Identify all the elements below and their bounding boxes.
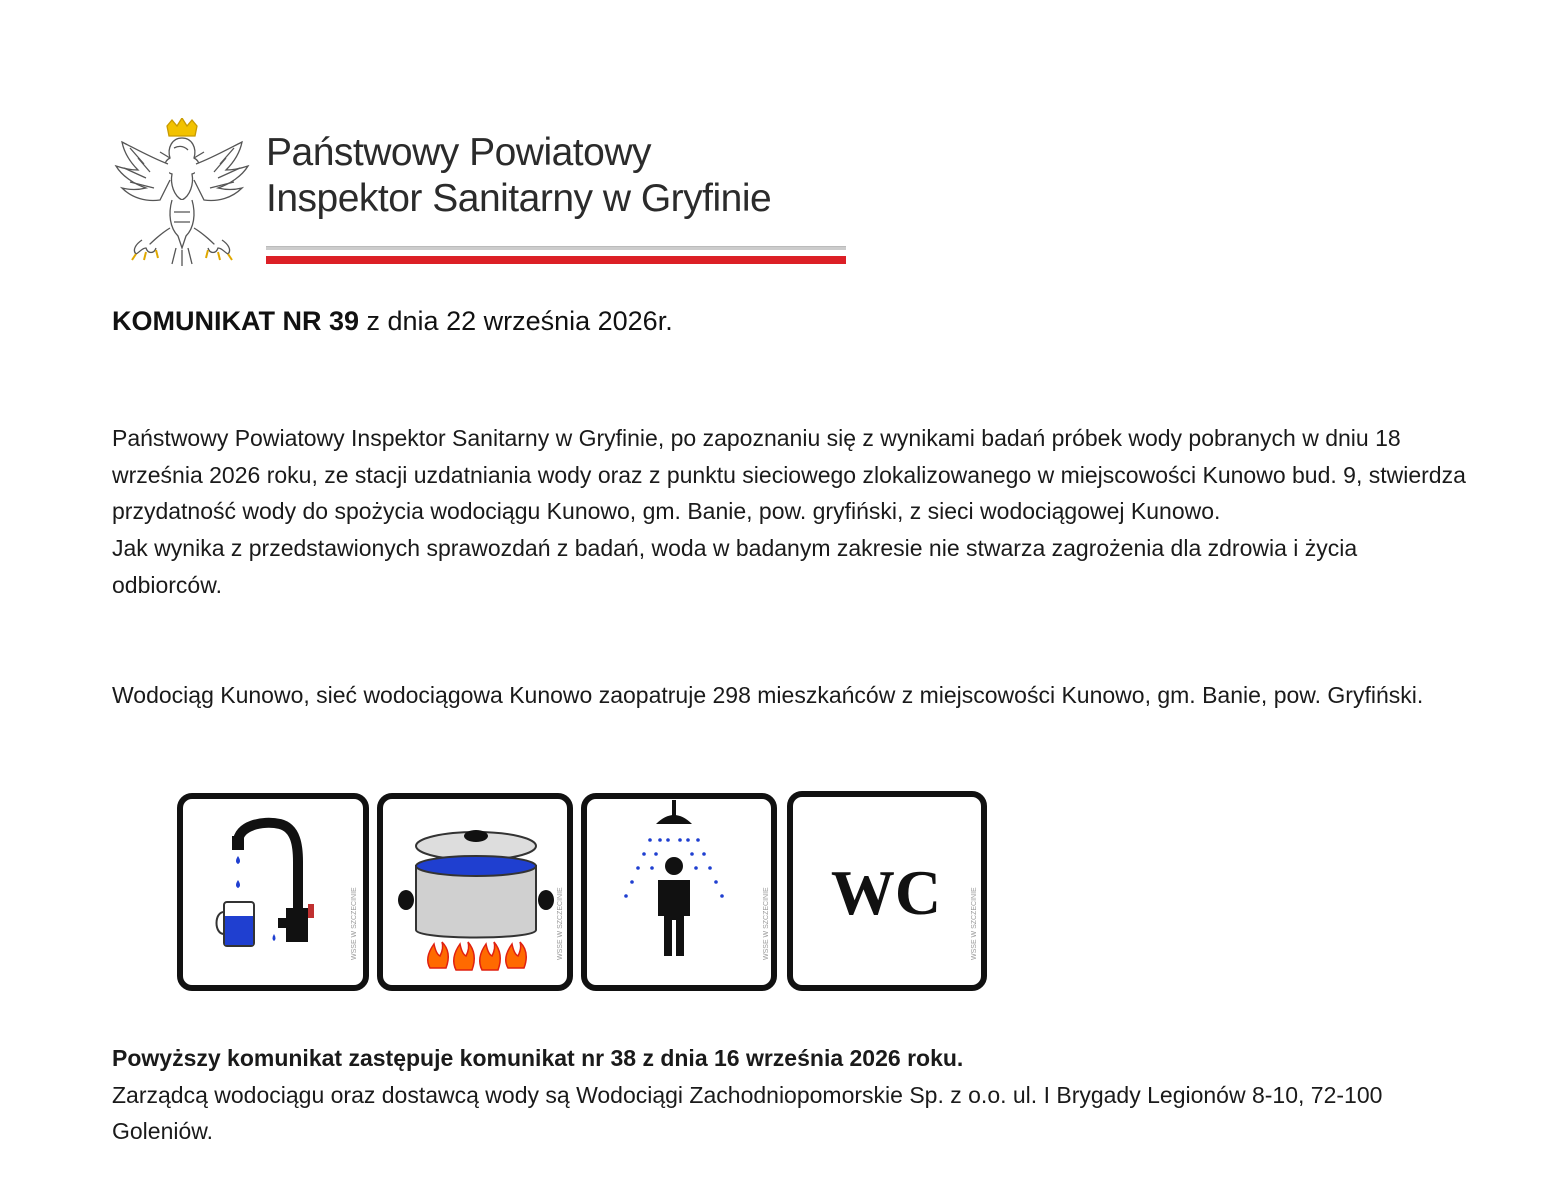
cooking-pot-icon — [376, 790, 576, 994]
replacement-notice: Powyższy komunikat zastępuje komunikat nr 38 z dnia 16 września 2026 roku. — [112, 1045, 964, 1071]
body-paragraph-3 — [112, 1040, 1472, 1150]
page-title — [112, 306, 673, 337]
body-paragraph-2: Wodociąg Kunowo, sieć wodociągowa Kunowo zaopatruje 298 mieszkańców z miejscowości Kunowo, gm. Banie, pow. Gryfiński. — [112, 682, 1424, 708]
announcement-date: z dnia 22 września 2026r. — [359, 306, 673, 336]
body-text-conclusion: Jak wynika z przedstawionych sprawozdań z badań, woda w badanym zakresie nie stwarza zagrożenia dla zdrowia i życia odbiorców. — [112, 535, 1358, 598]
wc-label: WC — [830, 857, 942, 928]
organization-name-line1: Państwowy Powiatowy — [266, 131, 651, 174]
flag-white-stripe — [266, 246, 846, 250]
water-usage-icons — [176, 790, 996, 1000]
watermark-text: WSSE W SZCZECINIE — [971, 887, 978, 960]
supplier-info: Zarządcą wodociągu oraz dostawcą wody są Wodociągi Zachodniopomorskie Sp. z o.o. ul. I Brygady Legionów 8-10, 72-100 Goleniów. — [112, 1081, 1383, 1145]
shower-icon — [580, 790, 780, 994]
page-header — [112, 118, 852, 268]
body-text-assessment: Państwowy Powiatowy Inspektor Sanitarny w Gryfinie, po zapoznaniu się z wynikami badań próbek wody pobranych w dniu 18 września 2026 roku, ze stacji uzdatniania wody oraz z punktu sieciowego zlokalizowanego w miejscowości Kunowo bud. 9, stwierdza przydatność wody do spożycia wodociągu Kunowo, gm. Banie, pow. gryfiński, z sieci wodociągowej Kunowo. — [112, 425, 1466, 525]
flag-stripes — [266, 246, 846, 264]
body-paragraph-1 — [112, 420, 1472, 604]
toilet-icon — [786, 790, 990, 994]
announcement-number: KOMUNIKAT NR 39 — [112, 306, 360, 336]
organization-name — [266, 130, 771, 222]
organization-name-line2: Inspektor Sanitarny w Gryfinie — [266, 177, 772, 220]
watermark-text: WSSE W SZCZECINIE — [351, 887, 358, 960]
watermark-text: WSSE W SZCZECINIE — [557, 887, 564, 960]
drinking-water-icon — [176, 790, 372, 994]
polish-eagle-icon — [112, 118, 252, 266]
flag-red-stripe — [266, 256, 846, 264]
watermark-text: WSSE W SZCZECINIE — [763, 887, 770, 960]
